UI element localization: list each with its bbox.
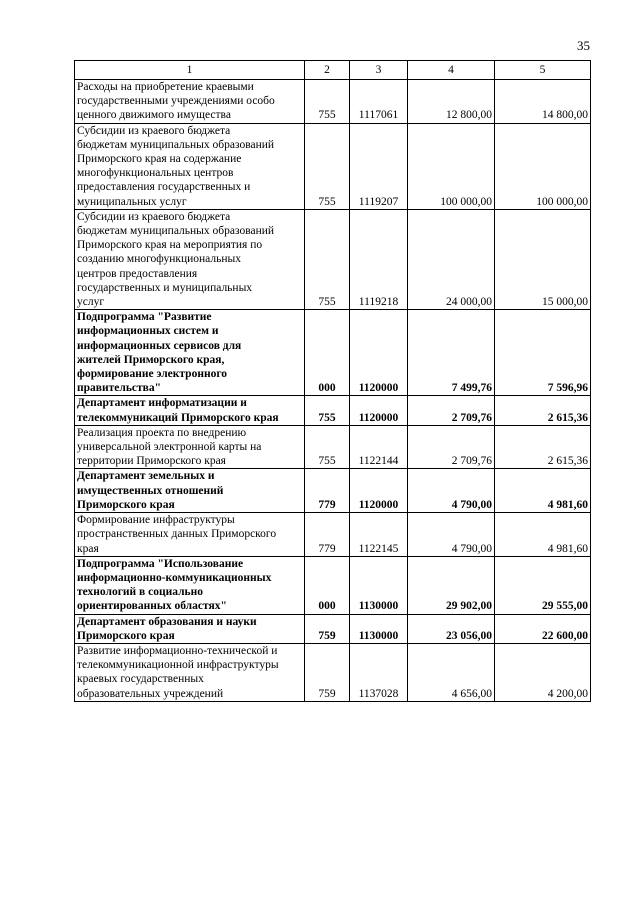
row-name-line: Субсидии из краевого бюджета <box>77 124 231 137</box>
row-code-cell: 779 <box>305 469 350 513</box>
row-name-line: образовательных учреждений <box>77 687 224 700</box>
row-amount-2-cell: 14 800,00 <box>495 80 591 124</box>
row-name-line: созданию многофункциональных <box>77 253 241 266</box>
row-name-line: универсальной электронной карты на <box>77 441 262 454</box>
row-name-line: Приморского края <box>77 498 175 511</box>
row-name-line: формирование электронного <box>77 368 228 381</box>
row-name-line: Приморского края на содержание <box>77 153 242 166</box>
row-csr-cell: 1122145 <box>350 513 408 557</box>
row-csr-cell: 1120000 <box>350 310 408 396</box>
row-amount-1-cell: 12 800,00 <box>408 80 495 124</box>
header-cell-5: 5 <box>495 61 591 80</box>
row-amount-1-cell: 2 709,76 <box>408 425 495 469</box>
table-row <box>75 209 591 309</box>
header-cell-2: 2 <box>305 61 350 80</box>
row-name-cell <box>75 209 305 309</box>
row-name-cell <box>75 469 305 513</box>
row-name-line: телекоммуникаций Приморского края <box>77 411 279 424</box>
row-name-line: Формирование инфраструктуры <box>77 514 235 527</box>
row-csr-cell: 1130000 <box>350 614 408 643</box>
row-csr-cell: 1119218 <box>350 209 408 309</box>
row-name-line: Приморского края на мероприятия по <box>77 239 263 252</box>
page-number: 35 <box>577 38 590 53</box>
row-name-cell <box>75 425 305 469</box>
row-name-line: Департамент информатизации и <box>77 397 247 410</box>
row-code-cell: 000 <box>305 556 350 614</box>
row-code-cell: 755 <box>305 425 350 469</box>
row-amount-1-cell: 4 790,00 <box>408 469 495 513</box>
row-amount-1-cell: 2 709,76 <box>408 396 495 425</box>
row-amount-1-cell: 23 056,00 <box>408 614 495 643</box>
row-name-cell <box>75 643 305 701</box>
row-csr-cell: 1120000 <box>350 396 408 425</box>
row-name-cell <box>75 614 305 643</box>
row-name-line: многофункциональных центров <box>77 167 234 180</box>
budget-table-body <box>75 61 591 702</box>
row-code-cell: 755 <box>305 209 350 309</box>
row-name-line: края <box>77 542 99 555</box>
row-name-line: предоставления государственных и <box>77 181 251 194</box>
header-cell-3: 3 <box>350 61 408 80</box>
row-name-line: телекоммуникационной инфраструктуры <box>77 659 279 672</box>
row-amount-1-cell: 7 499,76 <box>408 310 495 396</box>
header-row <box>75 61 591 80</box>
row-name-line: Подпрограмма "Использование <box>77 557 244 570</box>
row-name-cell <box>75 123 305 209</box>
row-amount-2-cell: 100 000,00 <box>495 123 591 209</box>
row-name-line: информационных сервисов для <box>77 339 242 352</box>
row-name-line: Подпрограмма "Развитие <box>77 311 212 324</box>
row-csr-cell: 1137028 <box>350 643 408 701</box>
row-name-line: государственных и муниципальных <box>77 281 253 294</box>
row-csr-cell: 1130000 <box>350 556 408 614</box>
row-name-line: краевых государственных <box>77 673 204 686</box>
row-csr-cell: 1122144 <box>350 425 408 469</box>
row-name-line: услуг <box>77 296 105 309</box>
row-name-line: жителей Приморского края, <box>77 353 225 366</box>
table-row <box>75 513 591 557</box>
row-amount-2-cell: 4 200,00 <box>495 643 591 701</box>
row-name-line: Реализация проекта по внедрению <box>77 426 247 439</box>
row-amount-2-cell: 2 615,36 <box>495 425 591 469</box>
row-csr-cell: 1117061 <box>350 80 408 124</box>
row-code-cell: 755 <box>305 80 350 124</box>
row-code-cell: 755 <box>305 123 350 209</box>
row-name-cell <box>75 80 305 124</box>
row-name-line: Расходы на приобретение краевыми <box>77 81 254 93</box>
row-amount-2-cell: 15 000,00 <box>495 209 591 309</box>
row-name-line: государственными учреждениями особо <box>77 95 275 108</box>
row-amount-2-cell: 4 981,60 <box>495 469 591 513</box>
table-row <box>75 425 591 469</box>
row-code-cell: 000 <box>305 310 350 396</box>
row-amount-1-cell: 24 000,00 <box>408 209 495 309</box>
row-code-cell: 759 <box>305 614 350 643</box>
table-row <box>75 123 591 209</box>
table-row <box>75 643 591 701</box>
row-name-line: ориентированных областях" <box>77 600 227 613</box>
row-amount-1-cell: 4 790,00 <box>408 513 495 557</box>
row-name-line: бюджетам муниципальных образований <box>77 225 275 238</box>
header-cell-4: 4 <box>408 61 495 80</box>
header-cell-1: 1 <box>75 61 305 80</box>
row-amount-2-cell: 4 981,60 <box>495 513 591 557</box>
row-name-line: технологий в социально <box>77 586 204 599</box>
row-name-line: муниципальных услуг <box>77 195 187 208</box>
row-amount-2-cell: 2 615,36 <box>495 396 591 425</box>
row-amount-2-cell: 7 596,96 <box>495 310 591 396</box>
row-code-cell: 755 <box>305 396 350 425</box>
table-row <box>75 614 591 643</box>
row-name-line: Департамент земельных и <box>77 470 215 483</box>
row-name-line: центров предоставления <box>77 267 198 280</box>
row-name-cell <box>75 513 305 557</box>
row-csr-cell: 1119207 <box>350 123 408 209</box>
row-name-cell <box>75 310 305 396</box>
table-row <box>75 310 591 396</box>
row-name-line: информационных систем и <box>77 325 219 338</box>
table-row <box>75 396 591 425</box>
row-amount-1-cell: 100 000,00 <box>408 123 495 209</box>
row-code-cell: 759 <box>305 643 350 701</box>
row-name-cell <box>75 556 305 614</box>
row-amount-1-cell: 4 656,00 <box>408 643 495 701</box>
row-name-line: Департамент образования и науки <box>77 615 257 628</box>
table-row <box>75 556 591 614</box>
row-name-line: информационно-коммуникационных <box>77 571 272 584</box>
row-csr-cell: 1120000 <box>350 469 408 513</box>
row-name-line: бюджетам муниципальных образований <box>77 138 275 151</box>
budget-table <box>74 60 591 702</box>
row-code-cell: 779 <box>305 513 350 557</box>
table-row <box>75 469 591 513</box>
row-name-line: ценного движимого имущества <box>77 109 231 122</box>
row-name-cell <box>75 396 305 425</box>
row-name-line: правительства" <box>77 382 161 395</box>
row-name-line: пространственных данных Приморского <box>77 528 277 541</box>
row-amount-2-cell: 29 555,00 <box>495 556 591 614</box>
row-name-line: Субсидии из краевого бюджета <box>77 210 231 223</box>
row-amount-1-cell: 29 902,00 <box>408 556 495 614</box>
table-row <box>75 80 591 124</box>
row-name-line: Приморского края <box>77 629 175 642</box>
row-name-line: Развитие информационно-технической и <box>77 644 278 657</box>
row-name-line: территории Приморского края <box>77 455 226 468</box>
row-amount-2-cell: 22 600,00 <box>495 614 591 643</box>
row-name-line: имущественных отношений <box>77 484 224 497</box>
